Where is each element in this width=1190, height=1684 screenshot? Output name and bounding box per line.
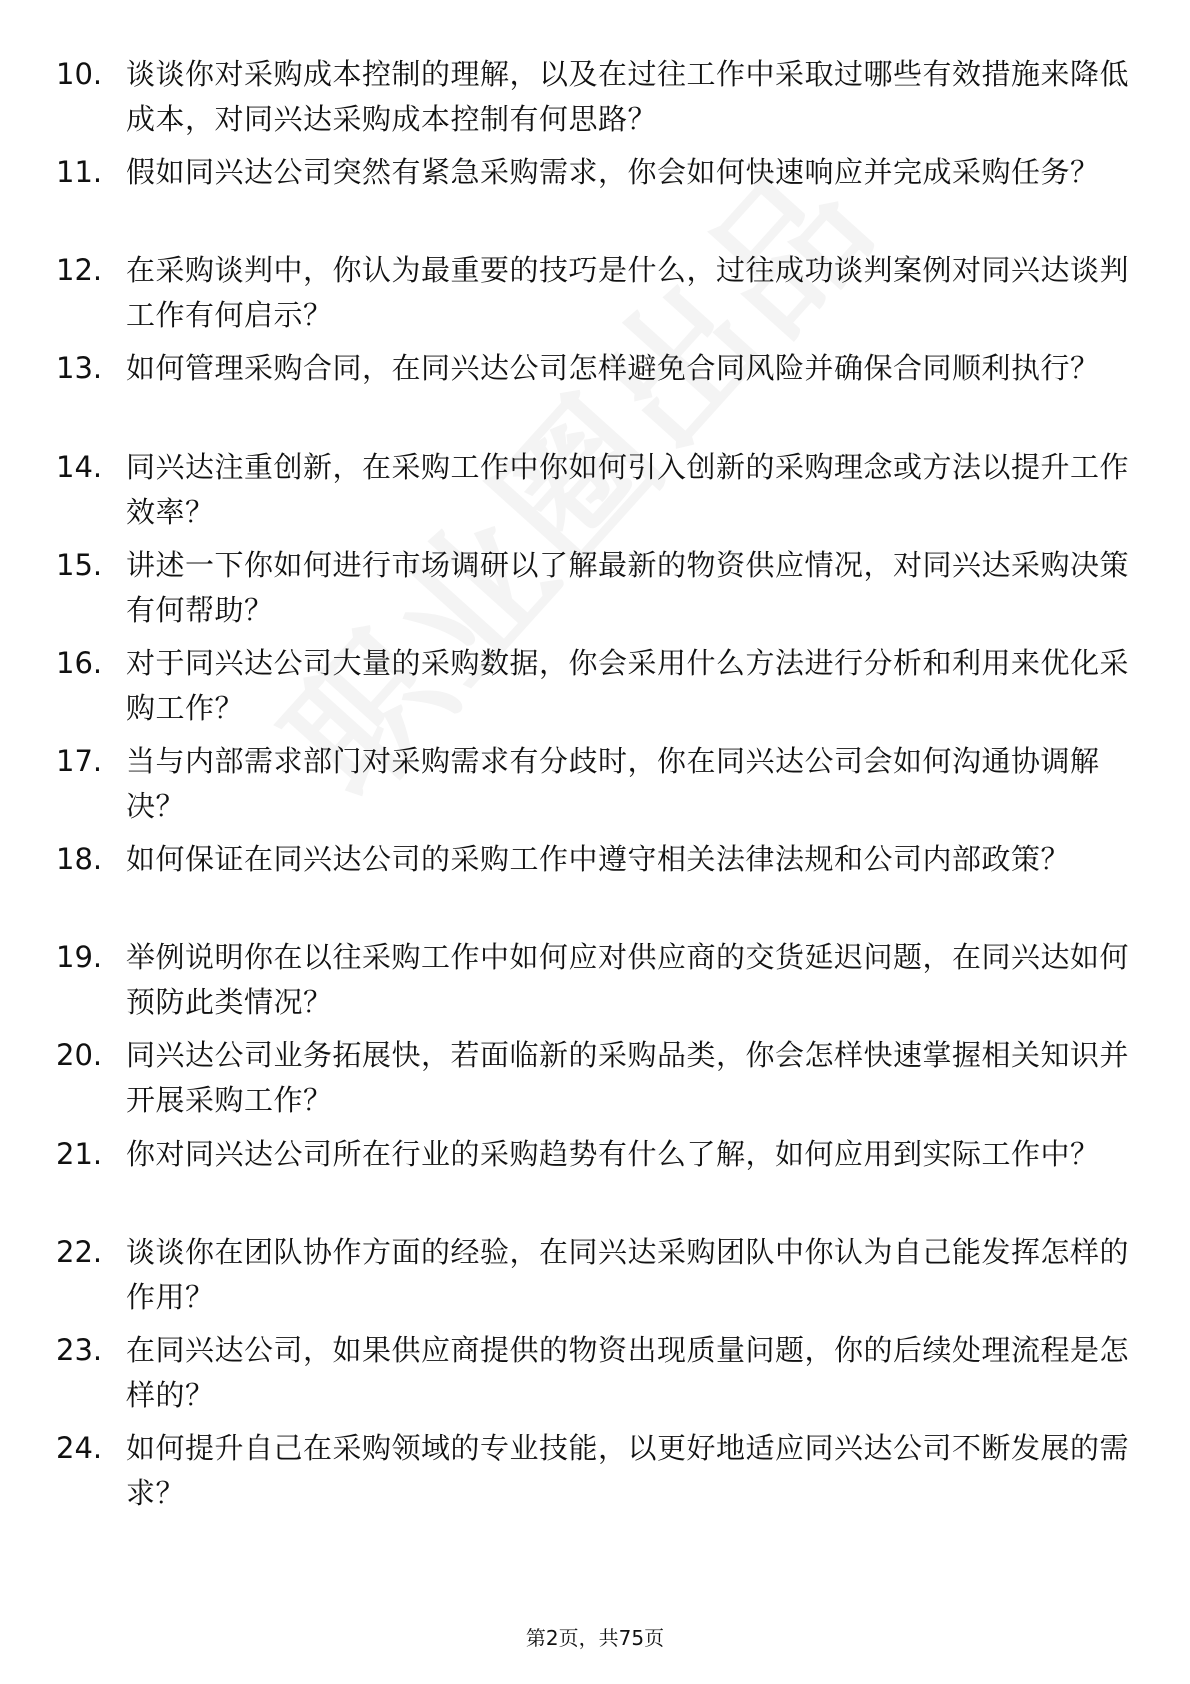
question-item	[56, 837, 1136, 927]
question-text: 你对同兴达公司所在行业的采购趋势有什么了解，如何应用到实际工作中？	[126, 1136, 1100, 1171]
question-item	[56, 935, 1136, 1025]
question-text: 对于同兴达公司大量的采购数据，你会采用什么方法进行分析和利用来优化采购工作？	[126, 645, 1130, 725]
question-item	[56, 346, 1136, 436]
question-text: 在同兴达公司，如果供应商提供的物资出现质量问题，你的后续处理流程是怎样的？	[126, 1332, 1130, 1412]
question-number: 17.	[56, 743, 103, 778]
question-number: 10.	[56, 57, 103, 91]
question-text: 如何保证在同兴达公司的采购工作中遵守相关法律法规和公司内部政策？	[126, 842, 1071, 877]
question-text: 谈谈你对采购成本控制的理解，以及在过往工作中采取过哪些有效措施来降低成本，对同兴达采购成本控制有何思路？	[126, 57, 1130, 136]
question-item	[56, 1230, 1136, 1320]
question-item	[56, 52, 1136, 142]
question-number: 13.	[56, 351, 103, 386]
question-item	[56, 543, 1136, 633]
question-number: 16.	[56, 645, 103, 680]
question-number: 22.	[56, 1234, 103, 1269]
question-item	[56, 1033, 1136, 1123]
question-item	[56, 248, 1136, 338]
question-number: 23.	[56, 1332, 103, 1367]
question-number: 24.	[56, 1430, 103, 1465]
question-text: 同兴达注重创新，在采购工作中你如何引入创新的采购理念或方法以提升工作效率？	[126, 449, 1130, 529]
question-text: 讲述一下你如何进行市场调研以了解最新的物资供应情况，对同兴达采购决策有何帮助？	[126, 547, 1130, 627]
question-text: 在采购谈判中，你认为最重要的技巧是什么，过往成功谈判案例对同兴达谈判工作有何启示？	[126, 253, 1130, 333]
question-text: 举例说明你在以往采购工作中如何应对供应商的交货延迟问题，在同兴达如何预防此类情况？	[126, 940, 1130, 1020]
question-item	[56, 150, 1136, 240]
question-number: 19.	[56, 940, 103, 975]
question-number: 11.	[56, 155, 103, 190]
question-text: 当与内部需求部门对采购需求有分歧时，你在同兴达公司会如何沟通协调解决？	[126, 743, 1100, 823]
question-text: 同兴达公司业务拓展快，若面临新的采购品类，你会怎样快速掌握相关知识并开展采购工作？	[126, 1038, 1130, 1118]
question-number: 12.	[56, 253, 103, 288]
question-item	[56, 739, 1136, 829]
question-item	[56, 1426, 1136, 1516]
question-item	[56, 1132, 1136, 1222]
question-item	[56, 1328, 1136, 1418]
question-number: 18.	[56, 842, 103, 877]
question-text: 如何管理采购合同，在同兴达公司怎样避免合同风险并确保合同顺利执行？	[126, 351, 1100, 386]
question-item	[56, 641, 1136, 731]
question-list	[56, 52, 1136, 1524]
page-number-label: 第2页，共75页	[525, 1626, 665, 1650]
question-text: 假如同兴达公司突然有紧急采购需求，你会如何快速响应并完成采购任务？	[126, 155, 1100, 190]
question-number: 21.	[56, 1136, 103, 1171]
question-text: 如何提升自己在采购领域的专业技能，以更好地适应同兴达公司不断发展的需求？	[126, 1430, 1130, 1510]
question-text: 谈谈你在团队协作方面的经验，在同兴达采购团队中你认为自己能发挥怎样的作用？	[126, 1234, 1130, 1314]
page-footer	[0, 1622, 1190, 1651]
question-number: 15.	[56, 547, 103, 582]
question-number: 20.	[56, 1038, 103, 1073]
question-number: 14.	[56, 449, 103, 484]
question-item	[56, 445, 1136, 535]
